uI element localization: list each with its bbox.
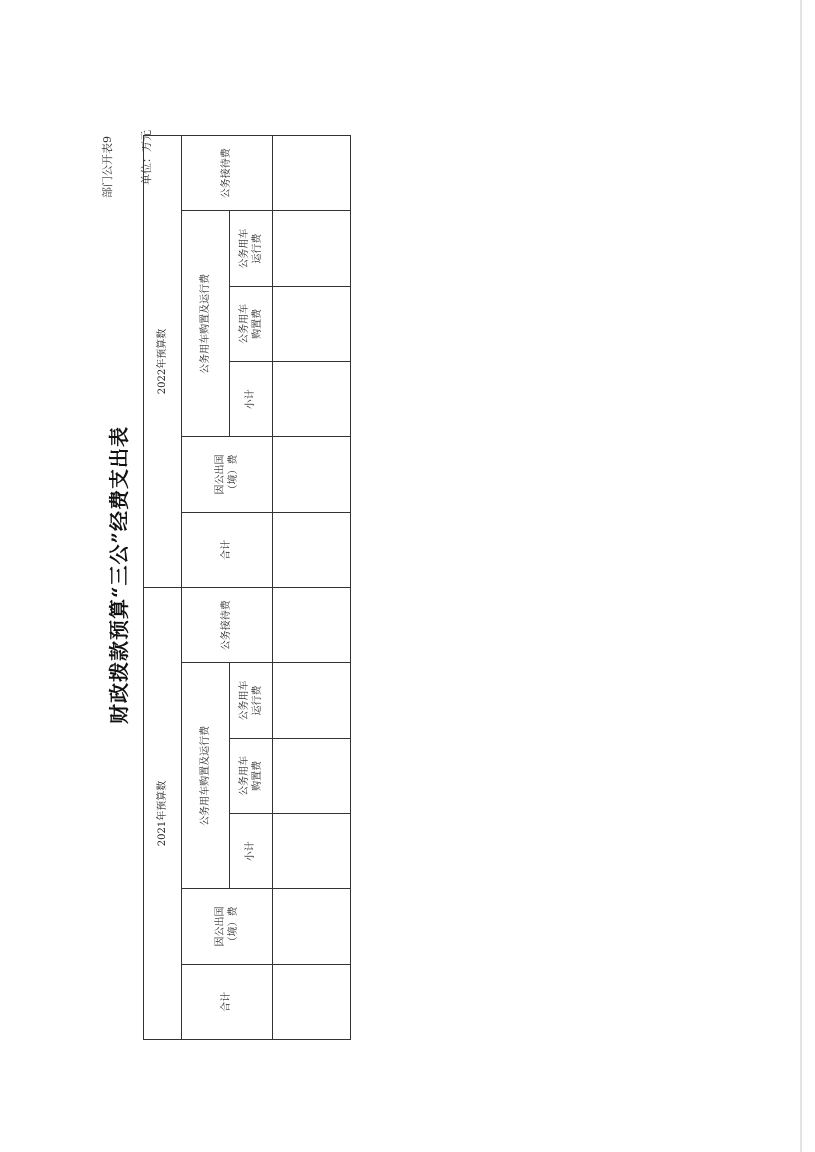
data-row [272,136,350,1040]
col-total-2022: 合计 [182,512,272,587]
doc-code: 部门公开表9 [101,136,114,198]
cell-2022-total [272,512,350,587]
cell-2021-vehicle-purchase [272,738,350,813]
page-edge [800,0,802,1152]
col-vehicle-purchase-2021: 公务用车 购置费 [230,738,272,813]
col-vehicle-group-2022: 公务用车购置及运行费 [182,211,230,437]
cell-2021-vehicle-operation [272,663,350,738]
header-row-years [144,136,182,1040]
cell-2022-subtotal [272,362,350,437]
header-2022: 2022年预算数 [144,136,182,588]
col-vehicle-purchase-2022: 公务用车 购置费 [230,286,272,361]
col-abroad-2021: 因公出国 （境）费 [182,889,272,964]
budget-table [143,135,351,1040]
cell-2021-abroad [272,889,350,964]
cell-2022-vehicle-operation [272,211,350,286]
col-vehicle-operation-2022: 公务用车 运行费 [230,211,272,286]
budget-table-wrap [143,135,351,1040]
cell-2022-abroad [272,437,350,512]
col-total-2021: 合计 [182,964,272,1039]
col-subtotal-2021: 小计 [230,814,272,889]
cell-2021-reception [272,588,350,663]
col-vehicle-group-2021: 公务用车购置及运行费 [182,663,230,889]
col-abroad-2022: 因公出国 （境）费 [182,437,272,512]
col-subtotal-2022: 小计 [230,362,272,437]
header-row-categories [182,136,230,1040]
header-2021: 2021年预算数 [144,588,182,1040]
cell-2022-vehicle-purchase [272,286,350,361]
cell-2021-subtotal [272,814,350,889]
page-title: 财政拨款预算“三公”经费支出表 [107,425,131,724]
unit-label: 单位：万元 [140,130,153,185]
cell-2022-reception [272,136,350,211]
cell-2021-total [272,964,350,1039]
col-reception-2022: 公务接待费 [182,136,272,211]
col-reception-2021: 公务接待费 [182,588,272,663]
col-vehicle-operation-2021: 公务用车 运行费 [230,663,272,738]
